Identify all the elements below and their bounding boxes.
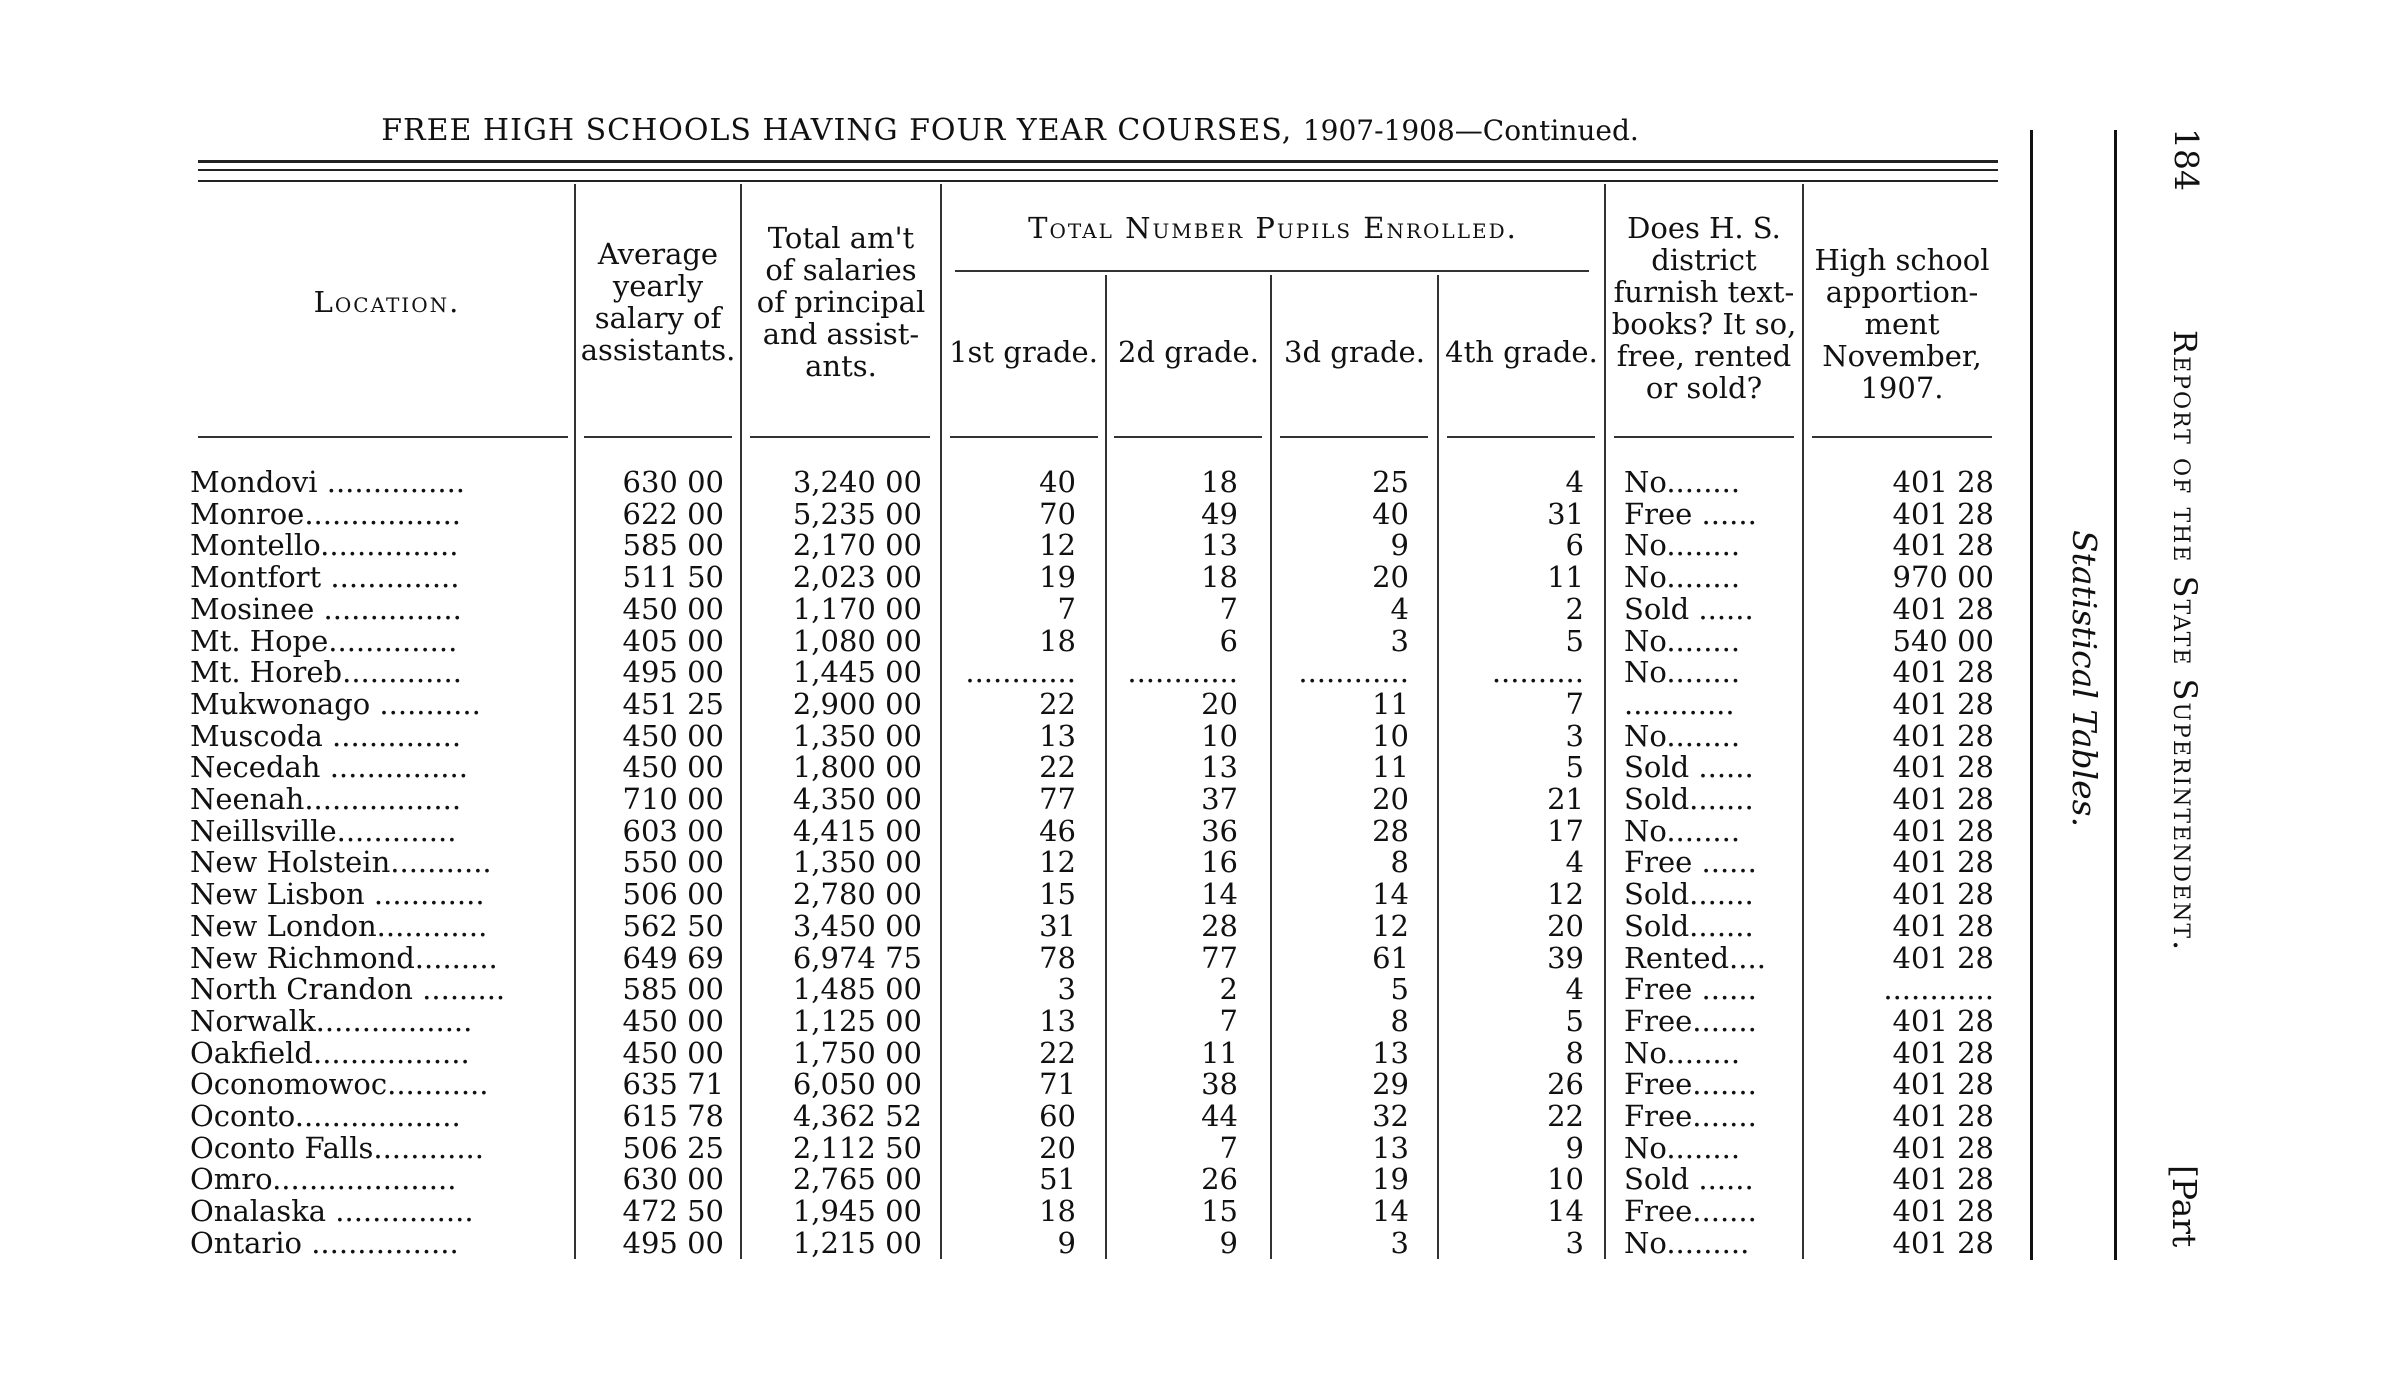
header-grade-2: 2d grade. — [1118, 335, 1259, 369]
avg-salary-cell: 649 69 — [622, 940, 724, 975]
apportionment-cell: ............ — [1883, 972, 1994, 1007]
textbooks-cell: Free ...... — [1624, 972, 1757, 1007]
location-cell: Neenah................. — [190, 784, 462, 816]
grade-3-cell: 11 — [1372, 686, 1409, 721]
avg-salary-cell: 635 71 — [622, 1067, 724, 1102]
grade-1-cell: 13 — [1039, 1003, 1076, 1038]
grade-1-cell: ............ — [965, 655, 1076, 690]
location-cell: New Holstein........... — [190, 847, 492, 880]
header-underline — [198, 436, 568, 438]
apportionment-cell: 401 28 — [1892, 1225, 1994, 1260]
grade-3-cell: 5 — [1390, 972, 1409, 1007]
total-salaries-cell: 1,350 00 — [792, 718, 922, 753]
total-salaries-cell: 1,350 00 — [792, 845, 922, 880]
apportionment-cell: 401 28 — [1892, 1162, 1994, 1197]
total-salaries-cell: 4,362 52 — [792, 1099, 922, 1133]
avg-salary-cell: 710 00 — [622, 782, 724, 816]
location-cell: North Crandon ......... — [190, 974, 506, 1006]
header-textbooks-line: free, rented — [1616, 339, 1792, 373]
grade-2-cell: 16 — [1201, 845, 1238, 880]
grade-1-cell: 60 — [1039, 1099, 1076, 1133]
grade-2-cell: 26 — [1201, 1162, 1238, 1197]
avg-salary-cell: 585 00 — [622, 528, 724, 563]
grade-4-cell: 20 — [1547, 908, 1584, 943]
location-cell: Mukwonago ........... — [190, 688, 481, 721]
grade-1-cell: 71 — [1039, 1067, 1076, 1102]
textbooks-cell: Free....... — [1624, 1003, 1757, 1038]
total-salaries-cell: 1,485 00 — [792, 972, 922, 1007]
apportionment-cell: 401 28 — [1892, 591, 1994, 626]
apportionment-cell: 401 28 — [1892, 686, 1994, 721]
grade-2-cell: 7 — [1219, 591, 1238, 626]
header-textbooks-line: furnish text- — [1613, 275, 1795, 309]
avg-salary-cell: 615 78 — [622, 1099, 724, 1133]
textbooks-cell: No........ — [1624, 718, 1741, 753]
total-salaries-cell: 2,112 50 — [792, 1130, 922, 1165]
textbooks-cell: Sold ...... — [1624, 591, 1754, 626]
textbooks-cell: Rented.... — [1624, 940, 1766, 975]
apportionment-cell: 401 28 — [1892, 940, 1994, 975]
grade-3-cell: 61 — [1372, 940, 1409, 975]
avg-salary-cell: 562 50 — [622, 908, 724, 943]
header-textbooks — [1606, 212, 1802, 404]
location-cell: New Richmond......... — [190, 942, 498, 975]
grade-1-cell: 46 — [1039, 813, 1076, 848]
grade-2-cell: 18 — [1201, 465, 1238, 499]
header-textbooks-line: books? It so, — [1611, 307, 1797, 341]
grade-1-cell: 22 — [1039, 686, 1076, 721]
grade-2-cell: 7 — [1219, 1130, 1238, 1165]
grade-2-cell: 11 — [1201, 1035, 1238, 1070]
header-underline — [584, 436, 732, 438]
grade-2-cell: 10 — [1201, 718, 1238, 753]
grade-4-cell: 9 — [1565, 1130, 1584, 1165]
grade-2-cell: 6 — [1219, 623, 1238, 658]
textbooks-cell: Free....... — [1624, 1194, 1757, 1229]
avg-salary-cell: 450 00 — [622, 1003, 724, 1038]
grade-3-cell: 29 — [1372, 1067, 1409, 1102]
grade-4-cell: 17 — [1547, 813, 1584, 848]
grade-2-cell: 44 — [1201, 1099, 1238, 1133]
grade-4-cell: 10 — [1547, 1162, 1584, 1197]
top-rule-1 — [198, 160, 1998, 163]
grade-2-cell: 49 — [1201, 496, 1238, 531]
running-head: Report of the State Superintendent. — [2166, 330, 2204, 953]
total-salaries-cell: 1,800 00 — [792, 750, 922, 785]
header-underline — [750, 436, 930, 438]
total-salaries-cell: 1,215 00 — [792, 1225, 922, 1260]
textbooks-cell: Sold....... — [1624, 782, 1754, 816]
apportionment-cell: 401 28 — [1892, 465, 1994, 499]
grade-2-cell: 38 — [1201, 1067, 1238, 1102]
grade-1-cell: 22 — [1039, 1035, 1076, 1070]
col-rule-4 — [1105, 275, 1107, 1259]
apportionment-cell: 401 28 — [1892, 877, 1994, 912]
col-rule-5 — [1270, 275, 1272, 1259]
textbooks-cell: No........ — [1624, 623, 1741, 658]
header-grade-4: 4th grade. — [1445, 335, 1598, 369]
textbooks-cell: No........ — [1624, 1130, 1741, 1165]
page-title — [180, 113, 1840, 148]
apportionment-cell: 540 00 — [1892, 623, 1994, 658]
grade-4-cell: 39 — [1547, 940, 1584, 975]
header-apportionment-line: November, — [1822, 339, 1982, 373]
apportionment-cell: 401 28 — [1892, 908, 1994, 943]
grade-4-cell: 2 — [1565, 591, 1584, 626]
header-apportionment-line: apportion- — [1825, 275, 1979, 309]
location-cell: Omro.................... — [190, 1164, 457, 1197]
header-location: Location. — [313, 285, 461, 319]
grade-4-cell: 5 — [1565, 623, 1584, 658]
grade-4-cell: 5 — [1565, 1003, 1584, 1038]
grade-2-cell: ............ — [1127, 655, 1238, 690]
textbooks-cell: No........ — [1624, 560, 1741, 595]
avg-salary-cell: 495 00 — [622, 1225, 724, 1260]
header-apportionment — [1804, 244, 2000, 404]
header-avg-salary-line: salary of — [594, 301, 722, 335]
grade-1-cell: 13 — [1039, 718, 1076, 753]
grade-4-cell: 11 — [1547, 560, 1584, 595]
apportionment-cell: 401 28 — [1892, 1067, 1994, 1102]
avg-salary-cell: 450 00 — [622, 750, 724, 785]
top-rule-2 — [198, 169, 1998, 171]
apportionment-cell: 401 28 — [1892, 1099, 1994, 1133]
grade-1-cell: 51 — [1039, 1162, 1076, 1197]
total-salaries-cell: 1,445 00 — [792, 655, 922, 690]
total-salaries-cell: 1,945 00 — [792, 1194, 922, 1229]
avg-salary-cell: 585 00 — [622, 972, 724, 1007]
total-salaries-cell: 3,240 00 — [792, 465, 922, 499]
textbooks-cell: No......... — [1624, 1225, 1750, 1260]
grade-2-cell: 2 — [1219, 972, 1238, 1007]
avg-salary-cell: 630 00 — [622, 465, 724, 499]
grade-4-cell: 22 — [1547, 1099, 1584, 1133]
header-avg-salary-line: yearly — [612, 269, 704, 303]
location-cell: Monroe................. — [190, 498, 462, 531]
header-total-salaries-line: of salaries — [765, 253, 917, 287]
textbooks-cell: No........ — [1624, 1035, 1741, 1070]
location-cell: Oconomowoc........... — [190, 1069, 489, 1101]
grade-3-cell: 8 — [1390, 845, 1409, 880]
header-underline — [1447, 436, 1595, 438]
apportionment-cell: 401 28 — [1892, 655, 1994, 690]
apportionment-cell: 401 28 — [1892, 1035, 1994, 1070]
location-cell: Onalaska ............... — [190, 1196, 474, 1228]
avg-salary-cell: 511 50 — [622, 560, 724, 595]
total-salaries-cell: 5,235 00 — [792, 496, 922, 531]
margin-rule — [2030, 130, 2033, 1260]
grade-3-cell: 32 — [1372, 1099, 1409, 1133]
header-avg-salary — [576, 238, 740, 366]
header-grade-1: 1st grade. — [949, 335, 1098, 369]
textbooks-cell: Sold....... — [1624, 908, 1754, 943]
grade-1-cell: 70 — [1039, 496, 1076, 531]
textbooks-cell: Free ...... — [1624, 845, 1757, 880]
grade-2-cell: 7 — [1219, 1003, 1238, 1038]
avg-salary-cell: 550 00 — [622, 845, 724, 880]
total-salaries-cell: 2,170 00 — [792, 528, 922, 563]
avg-salary-cell: 451 25 — [622, 686, 724, 721]
location-cell: Mt. Hope.............. — [190, 625, 458, 658]
grade-2-cell: 36 — [1201, 813, 1238, 848]
location-cell: Necedah ............... — [190, 752, 468, 784]
grade-3-cell: 3 — [1390, 1225, 1409, 1260]
grade-4-cell: 21 — [1547, 782, 1584, 816]
apportionment-cell: 401 28 — [1892, 1194, 1994, 1229]
location-cell: Oconto Falls............ — [190, 1132, 484, 1165]
grade-2-cell: 18 — [1201, 560, 1238, 595]
grade-2-cell: 20 — [1201, 686, 1238, 721]
grade-3-cell: 25 — [1372, 465, 1409, 499]
col-rule-6 — [1437, 275, 1439, 1259]
grade-3-cell: ............ — [1298, 655, 1409, 690]
grade-3-cell: 20 — [1372, 782, 1409, 816]
avg-salary-cell: 506 00 — [622, 877, 724, 912]
top-rule-3 — [198, 180, 1998, 182]
grade-3-cell: 13 — [1372, 1035, 1409, 1070]
grade-3-cell: 12 — [1372, 908, 1409, 943]
page-number: 184 — [2167, 128, 2206, 191]
grade-4-cell: 4 — [1565, 845, 1584, 880]
header-total-salaries-line: ants. — [805, 349, 877, 383]
grade-1-cell: 15 — [1039, 877, 1076, 912]
grade-4-cell: 14 — [1547, 1194, 1584, 1229]
total-salaries-cell: 1,750 00 — [792, 1035, 922, 1070]
grade-2-cell: 13 — [1201, 528, 1238, 563]
avg-salary-cell: 450 00 — [622, 718, 724, 753]
grade-3-cell: 10 — [1372, 718, 1409, 753]
avg-salary-cell: 495 00 — [622, 655, 724, 690]
header-avg-salary-line: Average — [597, 237, 719, 271]
grade-3-cell: 20 — [1372, 560, 1409, 595]
grade-1-cell: 19 — [1039, 560, 1076, 595]
grade-4-cell: 5 — [1565, 750, 1584, 785]
grade-4-cell: 4 — [1565, 465, 1584, 499]
grade-3-cell: 13 — [1372, 1130, 1409, 1165]
grade-2-cell: 37 — [1201, 782, 1238, 816]
grade-1-cell: 18 — [1039, 623, 1076, 658]
textbooks-cell: Sold ...... — [1624, 750, 1754, 785]
total-salaries-cell: 4,350 00 — [792, 782, 922, 816]
location-cell: Montfort .............. — [190, 562, 460, 594]
total-salaries-cell: 6,974 75 — [792, 940, 922, 975]
total-salaries-cell: 1,125 00 — [792, 1003, 922, 1038]
apportionment-cell: 401 28 — [1892, 813, 1994, 848]
apportionment-cell: 401 28 — [1892, 496, 1994, 531]
grade-4-cell: 7 — [1565, 686, 1584, 721]
grade-2-cell: 9 — [1219, 1225, 1238, 1260]
header-total-salaries-line: Total am't — [767, 221, 915, 255]
margin-rule — [2114, 130, 2117, 1260]
textbooks-cell: No........ — [1624, 465, 1741, 499]
total-salaries-cell: 1,080 00 — [792, 623, 922, 658]
grade-4-cell: .......... — [1491, 655, 1584, 690]
apportionment-cell: 401 28 — [1892, 718, 1994, 753]
total-salaries-cell: 6,050 00 — [792, 1067, 922, 1102]
grade-3-cell: 28 — [1372, 813, 1409, 848]
location-cell: Norwalk................. — [190, 1005, 473, 1038]
location-cell: Neillsville............. — [190, 815, 457, 848]
grade-3-cell: 14 — [1372, 1194, 1409, 1229]
grade-2-cell: 13 — [1201, 750, 1238, 785]
header-apportionment-line: High school — [1814, 243, 1990, 277]
avg-salary-cell: 622 00 — [622, 496, 724, 531]
section-label: Statistical Tables. — [2065, 530, 2104, 828]
enrolled-group-rule — [955, 270, 1589, 272]
total-salaries-cell: 2,765 00 — [792, 1162, 922, 1197]
total-salaries-cell: 2,900 00 — [792, 686, 922, 721]
textbooks-cell: No........ — [1624, 528, 1741, 563]
textbooks-cell: Sold....... — [1624, 877, 1754, 912]
apportionment-cell: 401 28 — [1892, 750, 1994, 785]
grade-1-cell: 78 — [1039, 940, 1076, 975]
textbooks-cell: No........ — [1624, 655, 1741, 690]
grade-3-cell: 40 — [1372, 496, 1409, 531]
header-total-salaries-line: and assist- — [762, 317, 920, 351]
grade-1-cell: 12 — [1039, 845, 1076, 880]
grade-4-cell: 3 — [1565, 1225, 1584, 1260]
grade-4-cell: 8 — [1565, 1035, 1584, 1070]
title-main: FREE HIGH SCHOOLS HAVING FOUR YEAR COURSES, — [381, 113, 1293, 148]
avg-salary-cell: 450 00 — [622, 591, 724, 626]
avg-salary-cell: 450 00 — [622, 1035, 724, 1070]
total-salaries-cell: 3,450 00 — [792, 908, 922, 943]
location-cell: Ontario ................ — [190, 1227, 459, 1260]
total-salaries-cell: 1,170 00 — [792, 591, 922, 626]
apportionment-cell: 401 28 — [1892, 782, 1994, 816]
apportionment-cell: 401 28 — [1892, 528, 1994, 563]
grade-3-cell: 3 — [1390, 623, 1409, 658]
grade-1-cell: 18 — [1039, 1194, 1076, 1229]
grade-2-cell: 15 — [1201, 1194, 1238, 1229]
textbooks-cell: Sold ...... — [1624, 1162, 1754, 1197]
grade-1-cell: 9 — [1057, 1225, 1076, 1260]
grade-2-cell: 14 — [1201, 877, 1238, 912]
grade-1-cell: 40 — [1039, 465, 1076, 499]
apportionment-cell: 970 00 — [1892, 560, 1994, 595]
part-label: [Part — [2165, 1165, 2204, 1248]
textbooks-cell: Free ...... — [1624, 496, 1757, 531]
grade-3-cell: 9 — [1390, 528, 1409, 563]
header-textbooks-line: Does H. S. — [1627, 211, 1781, 245]
location-cell: New London............ — [190, 910, 488, 943]
location-cell: Mt. Horeb............. — [190, 657, 462, 689]
header-total-salaries — [742, 222, 940, 382]
header-underline — [950, 436, 1098, 438]
header-apportionment-line: 1907. — [1860, 371, 1944, 405]
header-avg-salary-line: assistants. — [580, 333, 736, 367]
location-cell: Oakfield................. — [190, 1037, 470, 1070]
avg-salary-cell: 472 50 — [622, 1194, 724, 1229]
header-total-salaries-line: of principal — [756, 285, 926, 319]
grade-1-cell: 20 — [1039, 1130, 1076, 1165]
location-cell: Muscoda .............. — [190, 720, 462, 753]
avg-salary-cell: 506 25 — [622, 1130, 724, 1165]
total-salaries-cell: 2,023 00 — [792, 560, 922, 595]
grade-3-cell: 8 — [1390, 1003, 1409, 1038]
grade-3-cell: 19 — [1372, 1162, 1409, 1197]
total-salaries-cell: 2,780 00 — [792, 877, 922, 912]
grade-4-cell: 3 — [1565, 718, 1584, 753]
header-underline — [1614, 436, 1794, 438]
location-cell: New Lisbon ............ — [190, 879, 485, 911]
header-textbooks-line: or sold? — [1645, 371, 1763, 405]
grade-1-cell: 22 — [1039, 750, 1076, 785]
location-cell: Oconto.................. — [190, 1101, 461, 1133]
grade-1-cell: 12 — [1039, 528, 1076, 563]
location-cell: Montello............... — [190, 530, 459, 563]
title-years: 1907-1908—Continued. — [1302, 114, 1639, 147]
grade-4-cell: 12 — [1547, 877, 1584, 912]
textbooks-cell: No........ — [1624, 813, 1741, 848]
header-grade-3: 3d grade. — [1284, 335, 1425, 369]
grade-4-cell: 4 — [1565, 972, 1584, 1007]
grade-3-cell: 4 — [1390, 591, 1409, 626]
grade-4-cell: 6 — [1565, 528, 1584, 563]
grade-2-cell: 28 — [1201, 908, 1238, 943]
header-underline — [1812, 436, 1992, 438]
grade-3-cell: 14 — [1372, 877, 1409, 912]
textbooks-cell: ............ — [1624, 686, 1735, 721]
grade-2-cell: 77 — [1201, 940, 1238, 975]
textbooks-cell: Free....... — [1624, 1099, 1757, 1133]
header-underline — [1114, 436, 1262, 438]
grade-4-cell: 31 — [1547, 496, 1584, 531]
textbooks-cell: Free....... — [1624, 1067, 1757, 1102]
grade-1-cell: 3 — [1057, 972, 1076, 1007]
avg-salary-cell: 603 00 — [622, 813, 724, 848]
apportionment-cell: 401 28 — [1892, 1003, 1994, 1038]
location-cell: Mondovi ............... — [190, 467, 466, 499]
avg-salary-cell: 405 00 — [622, 623, 724, 658]
header-textbooks-line: district — [1651, 243, 1757, 277]
avg-salary-cell: 630 00 — [622, 1162, 724, 1197]
header-enrolled-group: Total Number Pupils Enrolled. — [1028, 211, 1518, 245]
location-cell: Mosinee ............... — [190, 593, 462, 626]
apportionment-cell: 401 28 — [1892, 1130, 1994, 1165]
grade-3-cell: 11 — [1372, 750, 1409, 785]
header-underline — [1280, 436, 1428, 438]
grade-1-cell: 31 — [1039, 908, 1076, 943]
grade-1-cell: 77 — [1039, 782, 1076, 816]
total-salaries-cell: 4,415 00 — [792, 813, 922, 848]
header-apportionment-line: ment — [1864, 307, 1940, 341]
apportionment-cell: 401 28 — [1892, 845, 1994, 880]
grade-1-cell: 7 — [1057, 591, 1076, 626]
grade-4-cell: 26 — [1547, 1067, 1584, 1102]
